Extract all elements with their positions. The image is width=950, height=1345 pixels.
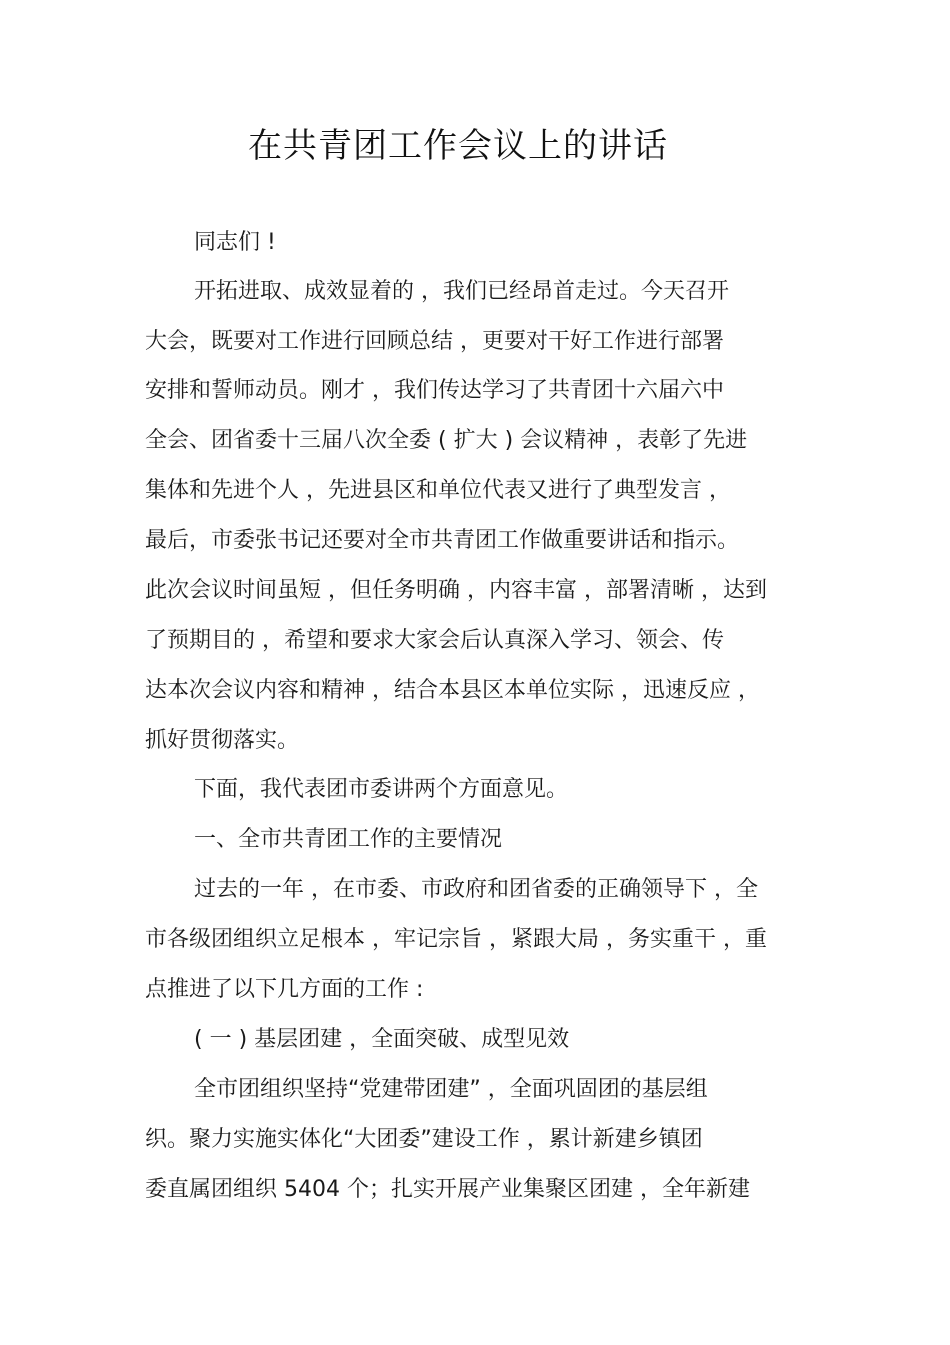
- section-heading: 一、全市共青团工作的主要情况: [194, 827, 503, 852]
- body-line: 了预期目的 ，希望和要求大家会后认真深入学习、领会、传: [145, 628, 724, 653]
- body-line: 下面，我代表团市委讲两个方面意见。: [194, 777, 569, 802]
- body-line: 达本次会议内容和精神 ，结合本县区本单位实际 ，迅速反应 ，: [145, 678, 760, 703]
- body-line: 全市团组织坚持“党建带团建” ，全面巩固团的基层组: [194, 1077, 708, 1102]
- body-line: 此次会议时间虽短 ，但任务明确 ，内容丰富 ，部署清晰 ，达到: [145, 578, 767, 603]
- body-line: 抓好贯彻落实。: [145, 728, 300, 753]
- body-line: 集体和先进个人 ，先进县区和单位代表又进行了典型发言 ，: [145, 478, 731, 503]
- body-line: 最后，市委张书记还要对全市共青团工作做重要讲话和指示。: [145, 528, 740, 553]
- document-title: 在共青团工作会议上的讲话: [248, 126, 668, 166]
- subsection-heading: ( 一 ) 基层团建 ，全面突破、成型见效: [194, 1027, 570, 1052]
- body-line: 全会、团省委十三届八次全委 ( 扩大 ) 会议精神 ，表彰了先进: [145, 428, 748, 453]
- body-line: 点推进了以下几方面的工作 :: [145, 977, 424, 1002]
- body-line: 委直属团组织 5404 个；扎实开展产业集聚区团建 ，全年新建: [145, 1177, 750, 1202]
- body-line: 开拓进取、成效显着的 ，我们已经昂首走过。今天召开: [194, 279, 729, 304]
- body-line: 过去的一年 ，在市委、市政府和团省委的正确领导下 ，全: [194, 877, 758, 902]
- body-line: 织。聚力实施实体化“大团委”建设工作 ，累计新建乡镇团: [145, 1127, 703, 1152]
- salutation-line: 同志们 !: [194, 230, 276, 255]
- body-line: 安排和誓师动员。刚才 ，我们传达学习了共青团十六届六中: [145, 378, 724, 403]
- body-line: 市各级团组织立足根本 ，牢记宗旨 ，紧跟大局 ，务实重干 ，重: [145, 927, 767, 952]
- body-line: 大会，既要对工作进行回顾总结 ，更要对干好工作进行部署: [145, 329, 724, 354]
